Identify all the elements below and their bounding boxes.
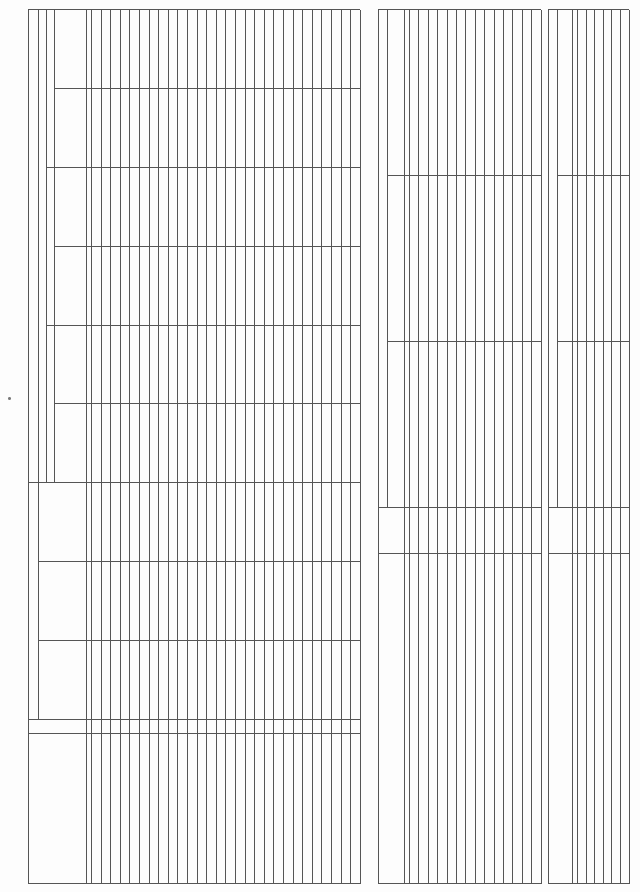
row-code [324, 721, 329, 733]
row-name [579, 556, 584, 882]
grid-line [110, 10, 111, 884]
row-name [421, 556, 426, 882]
grid-line [312, 10, 313, 884]
column-group-header [380, 12, 386, 506]
row-name [209, 736, 214, 882]
column-period-header [390, 344, 402, 506]
column-period-header [58, 485, 82, 560]
grid-line [548, 9, 629, 10]
row-name [412, 556, 417, 882]
row-name [151, 736, 156, 882]
row-code [496, 510, 501, 552]
row-name [257, 736, 262, 882]
row-code [190, 721, 195, 733]
column-header-code [558, 510, 564, 552]
column-header-code [388, 510, 394, 552]
grid-line [557, 10, 558, 508]
row-name [515, 556, 520, 882]
row-name [122, 736, 127, 882]
grid-line [611, 10, 612, 884]
grid-line [177, 10, 178, 884]
grid-line [541, 10, 542, 884]
column-number [573, 178, 577, 340]
column-period-header [58, 12, 82, 87]
row-name [190, 736, 195, 882]
row-code [412, 510, 417, 552]
row-name [295, 736, 300, 882]
row-name [314, 736, 319, 882]
column-period-header [58, 249, 82, 324]
row-code [588, 510, 593, 552]
row-code [103, 721, 108, 733]
row-name [199, 736, 204, 882]
grid-line [302, 10, 303, 884]
grid-line [101, 10, 102, 884]
grid-line [158, 10, 159, 884]
grid-line [254, 10, 255, 884]
column-period-header [390, 12, 402, 174]
column-number [87, 170, 91, 245]
grid-line [149, 10, 150, 884]
column-number [87, 12, 91, 87]
grid-line [341, 10, 342, 884]
row-name [524, 556, 529, 882]
grid-line [586, 10, 587, 884]
row-code [534, 510, 539, 552]
grid-line [484, 10, 485, 884]
column-number [87, 643, 91, 718]
column-subgroup-header [47, 169, 53, 325]
column-number [573, 12, 577, 174]
row-code [459, 510, 464, 552]
column-period-header [58, 328, 82, 403]
row-code [247, 721, 252, 733]
column-group-header [550, 12, 556, 506]
grid-line [216, 10, 217, 884]
grid-line [456, 10, 457, 884]
row-name [353, 736, 358, 882]
grid-line [428, 10, 429, 884]
column-group-header [30, 12, 38, 481]
row-name [622, 556, 627, 882]
row-code [334, 721, 339, 733]
column-number [405, 556, 409, 882]
row-name [161, 736, 166, 882]
row-code [605, 510, 610, 552]
row-code [132, 721, 137, 733]
column-period-header [390, 178, 402, 340]
grid-line [54, 404, 360, 405]
column-header-name [52, 736, 60, 882]
grid-line [321, 10, 322, 884]
grid-line [437, 10, 438, 884]
grid-line [360, 10, 361, 884]
column-number [405, 510, 409, 552]
grid-line [557, 341, 629, 342]
row-code [286, 721, 291, 733]
row-code [440, 510, 445, 552]
row-name [496, 556, 501, 882]
column-number [573, 344, 577, 506]
row-name [266, 736, 271, 882]
grid-line [620, 10, 621, 884]
grid-line [378, 883, 541, 884]
grid-line [494, 10, 495, 884]
grid-line [28, 483, 360, 484]
row-code [449, 510, 454, 552]
row-code [266, 721, 271, 733]
row-code [477, 510, 482, 552]
grid-line [54, 325, 360, 326]
row-name [343, 736, 348, 882]
row-name [430, 556, 435, 882]
grid-line [350, 10, 351, 884]
grid-line [38, 562, 360, 563]
grid-line [38, 10, 39, 720]
row-name [142, 736, 147, 882]
grid-line [235, 10, 236, 884]
grid-line [475, 10, 476, 884]
column-number [405, 12, 409, 174]
grid-line [46, 167, 54, 168]
column-number [573, 556, 577, 882]
row-name [596, 556, 601, 882]
column-period-header [58, 406, 82, 481]
grid-line [206, 10, 207, 884]
row-code [353, 721, 358, 733]
column-period-header [58, 643, 82, 718]
row-name [180, 736, 185, 882]
column-period-header [560, 12, 570, 174]
grid-line [38, 641, 360, 642]
row-name [247, 736, 252, 882]
column-number [87, 406, 91, 481]
grid-line [378, 10, 379, 884]
column-period-header [58, 564, 82, 639]
grid-line [129, 10, 130, 884]
grid-line [120, 10, 121, 884]
column-period-header [58, 170, 82, 245]
grid-line [293, 10, 294, 884]
column-header-code [52, 721, 60, 733]
rotated-form-sheet [6, 6, 634, 886]
grid-line [187, 10, 188, 884]
row-name [477, 556, 482, 882]
column-group-header [30, 485, 38, 718]
row-code [276, 721, 281, 733]
column-number [87, 564, 91, 639]
row-name [218, 736, 223, 882]
grid-line [28, 733, 360, 734]
grid-line [548, 10, 549, 884]
row-name [588, 556, 593, 882]
grid-line [283, 10, 284, 884]
grid-line [28, 883, 360, 884]
row-code [94, 721, 99, 733]
grid-line [522, 10, 523, 884]
row-code [579, 510, 584, 552]
grid-line [387, 175, 541, 176]
row-code [228, 721, 233, 733]
row-code [209, 721, 214, 733]
row-name [170, 736, 175, 882]
grid-line [54, 10, 55, 483]
grid-line [197, 10, 198, 884]
row-name [534, 556, 539, 882]
grid-line [409, 10, 410, 884]
column-number [87, 485, 91, 560]
grid-line [447, 10, 448, 884]
row-code [421, 510, 426, 552]
row-name [605, 556, 610, 882]
row-name [228, 736, 233, 882]
row-name [487, 556, 492, 882]
grid-line [387, 341, 541, 342]
grid-line [54, 88, 360, 89]
row-code [113, 721, 118, 733]
row-name [286, 736, 291, 882]
grid-line [378, 553, 541, 554]
row-code [218, 721, 223, 733]
row-code [151, 721, 156, 733]
row-name [276, 736, 281, 882]
grid-line [28, 9, 360, 10]
column-number [87, 736, 91, 882]
grid-line [577, 10, 578, 884]
row-code [238, 721, 243, 733]
row-code [430, 510, 435, 552]
row-name [94, 736, 99, 882]
scan-mark [8, 397, 11, 400]
grid-line [225, 10, 226, 884]
row-code [622, 510, 627, 552]
grid-line [54, 167, 360, 168]
grid-line [465, 10, 466, 884]
grid-line [503, 10, 504, 884]
grid-line [331, 10, 332, 884]
column-number [87, 249, 91, 324]
row-code [122, 721, 127, 733]
column-number [405, 178, 409, 340]
row-name [613, 556, 618, 882]
grid-line [557, 175, 629, 176]
grid-line [378, 507, 541, 508]
row-code [596, 510, 601, 552]
grid-line [46, 325, 54, 326]
column-header-name [388, 556, 394, 882]
grid-line [531, 10, 532, 884]
row-code [613, 510, 618, 552]
grid-line [387, 10, 388, 508]
grid-line [512, 10, 513, 884]
grid-line [273, 10, 274, 884]
grid-line [28, 10, 29, 884]
grid-line [28, 719, 360, 720]
column-number [87, 328, 91, 403]
row-code [199, 721, 204, 733]
row-code [515, 510, 520, 552]
column-number [405, 344, 409, 506]
grid-line [264, 10, 265, 884]
grid-line [594, 10, 595, 884]
grid-line [418, 10, 419, 884]
row-name [440, 556, 445, 882]
grid-line [54, 246, 360, 247]
row-code [468, 510, 473, 552]
row-code [506, 510, 511, 552]
column-period-header [58, 91, 82, 166]
grid-line [245, 10, 246, 884]
row-name [459, 556, 464, 882]
row-name [324, 736, 329, 882]
row-code [314, 721, 319, 733]
row-name [103, 736, 108, 882]
grid-line [168, 10, 169, 884]
row-name [305, 736, 310, 882]
grid-line [548, 507, 629, 508]
column-number [573, 510, 577, 552]
row-name [113, 736, 118, 882]
grid-line [603, 10, 604, 884]
row-code [343, 721, 348, 733]
row-name [334, 736, 339, 882]
row-code [161, 721, 166, 733]
grid-line [378, 9, 541, 10]
row-name [449, 556, 454, 882]
row-name [132, 736, 137, 882]
row-code [295, 721, 300, 733]
row-code [524, 510, 529, 552]
column-number [87, 91, 91, 166]
column-header-name [558, 556, 564, 882]
grid-line [548, 553, 629, 554]
column-subgroup-header [47, 11, 53, 167]
column-subgroup-header [47, 327, 53, 483]
row-code [170, 721, 175, 733]
column-period-header [560, 344, 570, 506]
column-period-header [560, 178, 570, 340]
row-name [238, 736, 243, 882]
grid-line [629, 10, 630, 884]
grid-line [139, 10, 140, 884]
column-number [87, 721, 91, 733]
row-code [305, 721, 310, 733]
row-name [506, 556, 511, 882]
grid-line [91, 10, 92, 884]
row-code [257, 721, 262, 733]
row-code [180, 721, 185, 733]
row-code [487, 510, 492, 552]
grid-line [548, 883, 629, 884]
row-name [468, 556, 473, 882]
row-code [142, 721, 147, 733]
